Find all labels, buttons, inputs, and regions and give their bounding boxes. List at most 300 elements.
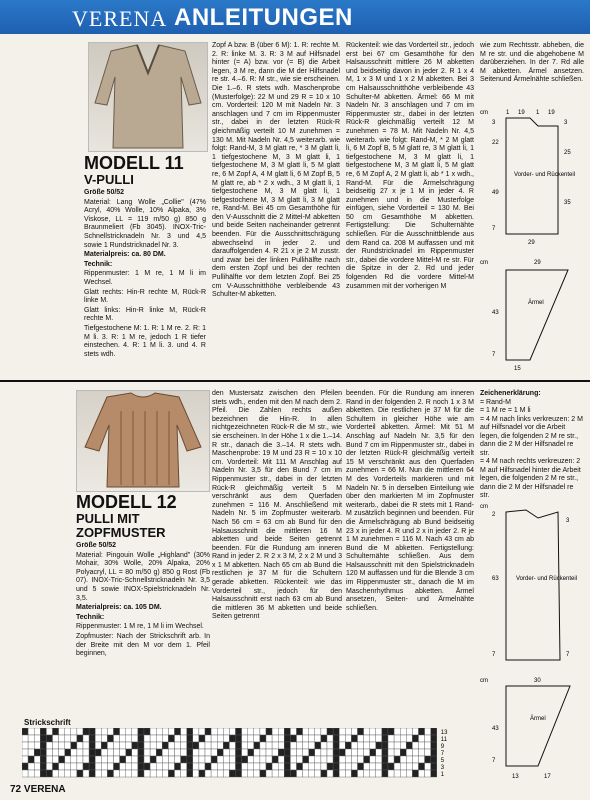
grid-cell	[138, 756, 144, 763]
grid-cell	[205, 770, 211, 777]
grid-cell	[242, 735, 248, 742]
grid-cell	[284, 763, 290, 770]
grid-cell	[425, 756, 431, 763]
grid-cell	[272, 756, 278, 763]
grid-cell	[22, 742, 28, 749]
s11-sleeve-left-0: 43	[492, 310, 499, 316]
grid-cell	[193, 763, 199, 770]
s11-sleeve-label: Ärmel	[528, 300, 544, 306]
grid-cell	[168, 763, 174, 770]
grid-cell	[266, 742, 272, 749]
grid-cell	[217, 763, 223, 770]
grid-cell	[309, 728, 315, 735]
grid-cell	[236, 749, 242, 756]
row-number: 1	[440, 772, 445, 778]
legend	[480, 390, 584, 501]
grid-cell	[260, 742, 266, 749]
s11-top-2: 1	[536, 110, 540, 116]
grid-cell	[260, 763, 266, 770]
grid-cell	[95, 735, 101, 742]
grid-cell	[419, 756, 425, 763]
page-footer	[10, 784, 66, 795]
grid-cell	[260, 770, 266, 777]
s11-right-2: 35	[564, 200, 571, 206]
grid-cell	[358, 742, 364, 749]
s12-cm: cm	[480, 504, 488, 510]
model11-technik: Technik:	[84, 260, 113, 268]
grid-cell	[266, 763, 272, 770]
grid-cell	[150, 770, 156, 777]
grid-cell	[126, 756, 132, 763]
model11-col3	[346, 42, 474, 292]
grid-cell	[181, 763, 187, 770]
grid-cell	[77, 749, 83, 756]
legend-title: Zeichenerklärung:	[480, 390, 541, 397]
grid-cell	[144, 728, 150, 735]
grid-cell	[345, 763, 351, 770]
model11-col2-text: Zopf A bzw. B (über 6 M): 1. R: rechte M. 2. R: linke M. 3. R: 3 M auf Hilfsnadel hinter (= A) bzw. vor (= B) die Arbeit legen, 3 M re, dann die M der Hilfsnadel re str. 4.–6. R: M str., wie sie erscheinen. Die 1.–6. R stets wdh. Maschenprobe (Musterfolge): 22 M und 29 R = 10 x 10 cm. Vorderteil: 120 M mit Nadeln Nr. 3 anschlagen und 7 cm im Rippenmuster str., dabei in der letzten Rück-R gleichmäßig verteilt 10 M zunehmen = 130 M. Mit Nadeln Nr. 4,5 weiterarb. wie folgt: Rand-M, 3 M glatt re, * 3 M glatt li, 1 tiefgestochene M, 3 M glatt li, 1 tiefgestochene M, 3 M glatt li, 5 M glatt re, 6 M Zopf A, 4 M glatt li, 6 M Zopf B, 5 M glatt re, ab * 2 x wdh., 3 M glatt li, 1 tiefgestochene M, 3 M glatt li, 1 tiefgestochene M, 3 M glatt li, 3 M glatt re, Rand-M. Bei 45 cm Gesamthöhe für den V-Ausschnitt die 2 Mittel-M abketten und beide Seiten nacheinander getrennt beenden. Für die Ausschnittschrägung abwechselnd in jeder 2. und darauffolgenden 4. R 21 x je 2 M zusstr. und zwar bei der linken Pullihälfte nach dem ersten Zopf und bei der rechten Pullihälfte vor dem letzten Zopf. Bei 25 cm V-Ausschnitthöhe verbleibende 43 Schulter-M abketten.	[212, 42, 340, 299]
grid-cell	[229, 770, 235, 777]
grid-cell	[333, 735, 339, 742]
grid-cell	[144, 742, 150, 749]
grid-cell	[83, 728, 89, 735]
grid-cell	[71, 749, 77, 756]
grid-cell	[199, 728, 205, 735]
grid-cell	[22, 763, 28, 770]
grid-cell	[400, 763, 406, 770]
grid-cell	[431, 763, 437, 770]
grid-cell	[34, 742, 40, 749]
grid-cell	[40, 756, 46, 763]
grid-cell	[114, 756, 120, 763]
grid-cell	[138, 749, 144, 756]
grid-cell	[53, 749, 59, 756]
s12-sleeve-top: 30	[534, 678, 541, 684]
grid-cell	[351, 728, 357, 735]
grid-cell	[168, 728, 174, 735]
grid-cell	[321, 742, 327, 749]
grid-cell	[339, 742, 345, 749]
model12-col3-text: beenden. Für die Rundung am inneren Rand in der folgenden 2. R noch 1 x 3 M abketten. Die restlichen je 37 M für die Schultern in gleicher Höhe wie am Vorderteil abketten. Ärmel: Mit 51 M Anschlag auf Nadeln Nr. 3,5 für den Bund 7 cm im Rippenmuster str., dabei in der letzten Rück-R gleichmäßig verteilt 15 M verschränkt aus den Querfaden zunehmen = 66 M. Nun die mittleren 64 M des Vorderteils markieren und mit Nadeln Nr. 5 in derselben Einteilung wie über den markierten M im Zopfmuster weiterarb., dabei die R stets mit 1 Rand-M zusätzlich beginnen und beenden. Für die Ärmelschrägung ab Bund beidseitig 23 x in jeder 4. R und 2 x in jeder 2. R je 1 M zunehmen = 116 M. Nach 43 cm ab Bund die M abketten. Fertigstellung: Schulternähte schließen. Aus dem Halsausschnitt mit den Spielstricknadeln 120 M auffassen und für die Blende 3 cm im Rippenmuster str., danach die M im Maschenrhythmus abketten. Ärmel ansetzen, Seiten- und Ärmelnähte schließen.	[346, 390, 475, 612]
grid-cell	[28, 749, 34, 756]
grid-cell	[205, 742, 211, 749]
grid-cell	[205, 749, 211, 756]
grid-cell	[114, 728, 120, 735]
grid-cell	[345, 756, 351, 763]
grid-cell	[266, 756, 272, 763]
grid-cell	[126, 749, 132, 756]
s12-right-1: 7	[566, 652, 570, 658]
grid-cell	[156, 763, 162, 770]
model11-subtitle: V-PULLI	[84, 172, 134, 187]
grid-cell	[199, 756, 205, 763]
grid-cell	[358, 728, 364, 735]
row-number: 11	[440, 737, 448, 743]
grid-cell	[187, 735, 193, 742]
grid-cell	[388, 763, 394, 770]
grid-cell	[272, 728, 278, 735]
grid-cell	[193, 728, 199, 735]
grid-cell	[388, 742, 394, 749]
grid-cell	[114, 749, 120, 756]
grid-cell	[162, 735, 168, 742]
model12-zopf: Zopfmuster: Nach der Strickschrift arb. In der Breite mit den M vor dem 1. Pfeil beginnen,	[76, 632, 210, 658]
grid-cell	[425, 763, 431, 770]
grid-cell	[126, 770, 132, 777]
grid-cell	[168, 742, 174, 749]
model11-price: Materialpreis: ca. 80 DM.	[84, 251, 166, 259]
grid-cell	[388, 770, 394, 777]
grid-cell	[278, 763, 284, 770]
s11-sleeve-left-1: 7	[492, 352, 496, 358]
grid-cell	[156, 770, 162, 777]
grid-cell	[40, 749, 46, 756]
grid-cell	[144, 763, 150, 770]
grid-cell	[345, 749, 351, 756]
grid-cell	[358, 749, 364, 756]
grid-cell	[65, 728, 71, 735]
grid-cell	[321, 763, 327, 770]
grid-cell	[83, 770, 89, 777]
grid-cell	[315, 756, 321, 763]
grid-cell	[28, 728, 34, 735]
grid-cell	[290, 749, 296, 756]
s11-left-0: 3	[492, 120, 496, 126]
grid-cell	[181, 735, 187, 742]
grid-cell	[107, 749, 113, 756]
grid-cell	[181, 728, 187, 735]
grid-cell	[175, 763, 181, 770]
grid-cell	[229, 763, 235, 770]
grid-cell	[297, 728, 303, 735]
grid-cell	[370, 770, 376, 777]
grid-cell	[107, 728, 113, 735]
grid-cell	[370, 742, 376, 749]
grid-cell	[406, 763, 412, 770]
grid-cell	[156, 749, 162, 756]
grid-cell	[333, 756, 339, 763]
grid-cell	[400, 735, 406, 742]
grid-cell	[419, 749, 425, 756]
grid-cell	[156, 728, 162, 735]
grid-cell	[187, 742, 193, 749]
grid-cell	[333, 749, 339, 756]
grid-cell	[229, 742, 235, 749]
grid-cell	[339, 735, 345, 742]
grid-cell	[199, 742, 205, 749]
grid-cell	[394, 756, 400, 763]
grid-cell	[419, 735, 425, 742]
grid-cell	[187, 749, 193, 756]
grid-cell	[217, 742, 223, 749]
grid-cell	[132, 763, 138, 770]
grid-cell	[266, 770, 272, 777]
grid-cell	[187, 770, 193, 777]
grid-cell	[370, 756, 376, 763]
grid-cell	[120, 756, 126, 763]
grid-cell	[120, 763, 126, 770]
grid-cell	[138, 735, 144, 742]
grid-cell	[193, 742, 199, 749]
grid-cell	[211, 735, 217, 742]
grid-cell	[425, 749, 431, 756]
grid-cell	[406, 735, 412, 742]
grid-cell	[358, 763, 364, 770]
grid-cell	[28, 742, 34, 749]
cable-sweater-illustration	[77, 391, 209, 491]
grid-cell	[156, 735, 162, 742]
grid-cell	[236, 763, 242, 770]
grid-cell	[345, 728, 351, 735]
grid-cell	[406, 756, 412, 763]
grid-cell	[71, 735, 77, 742]
grid-cell	[260, 749, 266, 756]
grid-cell	[364, 749, 370, 756]
grid-cell	[309, 770, 315, 777]
grid-cell	[22, 735, 28, 742]
grid-cell	[223, 763, 229, 770]
grid-cell	[53, 756, 59, 763]
grid-cell	[40, 763, 46, 770]
grid-cell	[388, 735, 394, 742]
grid-cell	[431, 770, 437, 777]
grid-cell	[205, 735, 211, 742]
grid-cell	[101, 742, 107, 749]
grid-cell	[65, 763, 71, 770]
grid-cell	[150, 735, 156, 742]
schematic-model12	[478, 500, 588, 782]
grid-cell	[101, 735, 107, 742]
grid-cell	[388, 756, 394, 763]
model11-glatt-li: Glatt links: Hin-R linke M, Rück-R rechte M.	[84, 306, 206, 323]
grid-cell	[223, 735, 229, 742]
grid-cell	[284, 735, 290, 742]
grid-cell	[309, 735, 315, 742]
grid-cell	[364, 728, 370, 735]
grid-cell	[315, 728, 321, 735]
grid-cell	[394, 742, 400, 749]
grid-cell	[394, 770, 400, 777]
grid-cell	[254, 742, 260, 749]
grid-cell	[77, 735, 83, 742]
grid-cell	[351, 735, 357, 742]
grid-cell	[223, 742, 229, 749]
grid-cell	[370, 763, 376, 770]
grid-cell	[132, 735, 138, 742]
grid-cell	[132, 756, 138, 763]
grid-cell	[223, 756, 229, 763]
model11-rippen: Rippenmuster: 1 M re, 1 M li im Wechsel.	[84, 270, 206, 286]
grid-cell	[321, 756, 327, 763]
grid-cell	[278, 770, 284, 777]
grid-cell	[181, 756, 187, 763]
grid-cell	[22, 728, 28, 735]
grid-cell	[303, 770, 309, 777]
grid-cell	[59, 749, 65, 756]
grid-cell	[193, 770, 199, 777]
grid-cell	[309, 756, 315, 763]
grid-cell	[22, 749, 28, 756]
model12-subtitle-2: ZOPFMUSTER	[76, 525, 166, 540]
grid-cell	[46, 749, 52, 756]
model12-size: Größe 50/52	[76, 542, 117, 549]
grid-cell	[217, 728, 223, 735]
row-number: 9	[440, 744, 445, 750]
grid-cell	[388, 728, 394, 735]
grid-cell	[351, 749, 357, 756]
grid-cell	[351, 770, 357, 777]
s12-sleeve-left-0: 43	[492, 726, 499, 732]
grid-cell	[107, 770, 113, 777]
grid-cell	[236, 742, 242, 749]
grid-cell	[53, 770, 59, 777]
grid-cell	[95, 756, 101, 763]
s12-left-1: 63	[492, 576, 499, 582]
model12-subtitle-1: PULLI MIT	[76, 511, 140, 526]
grid-cell	[46, 735, 52, 742]
grid-cell	[28, 763, 34, 770]
grid-cell	[223, 728, 229, 735]
grid-cell	[229, 728, 235, 735]
grid-cell	[40, 735, 46, 742]
legend-item-0: = Rand-M	[480, 398, 511, 406]
s12-sleeve-cm: cm	[480, 678, 488, 684]
grid-cell	[59, 728, 65, 735]
grid-cell	[181, 742, 187, 749]
grid-cell	[290, 770, 296, 777]
s12-sleeve-bottom-1: 17	[544, 774, 551, 780]
grid-cell	[254, 763, 260, 770]
grid-cell	[144, 749, 150, 756]
grid-cell	[181, 770, 187, 777]
grid-cell	[95, 742, 101, 749]
page-number: 72	[10, 784, 22, 795]
grid-cell	[83, 763, 89, 770]
brand-name: VERENA	[72, 6, 168, 31]
grid-cell	[431, 735, 437, 742]
grid-cell	[53, 763, 59, 770]
grid-cell	[77, 756, 83, 763]
grid-cell	[272, 742, 278, 749]
grid-cell	[156, 742, 162, 749]
grid-cell	[376, 763, 382, 770]
grid-cell	[211, 763, 217, 770]
grid-cell	[327, 735, 333, 742]
grid-cell	[412, 735, 418, 742]
grid-cell	[65, 770, 71, 777]
grid-cell	[290, 728, 296, 735]
grid-cell	[278, 735, 284, 742]
grid-cell	[266, 735, 272, 742]
model12-title: MODELL 12	[76, 492, 177, 512]
grid-cell	[303, 742, 309, 749]
grid-cell	[193, 735, 199, 742]
grid-cell	[120, 728, 126, 735]
grid-cell	[376, 770, 382, 777]
grid-cell	[364, 742, 370, 749]
grid-cell	[34, 756, 40, 763]
schematic-model11	[478, 104, 588, 374]
grid-cell	[406, 728, 412, 735]
grid-cell	[248, 770, 254, 777]
s11-left-3: 7	[492, 226, 496, 232]
grid-cell	[266, 728, 272, 735]
grid-cell	[339, 756, 345, 763]
section-divider	[0, 380, 590, 382]
grid-cell	[303, 728, 309, 735]
grid-cell	[101, 763, 107, 770]
grid-cell	[211, 749, 217, 756]
grid-cell	[150, 749, 156, 756]
grid-cell	[34, 770, 40, 777]
grid-cell	[65, 735, 71, 742]
grid-cell	[284, 749, 290, 756]
grid-cell	[126, 763, 132, 770]
grid-cell	[412, 749, 418, 756]
grid-cell	[382, 756, 388, 763]
grid-cell	[59, 735, 65, 742]
grid-cell	[315, 735, 321, 742]
grid-cell	[419, 742, 425, 749]
grid-cell	[187, 728, 193, 735]
grid-cell	[370, 728, 376, 735]
grid-cell	[59, 763, 65, 770]
grid-cell	[370, 749, 376, 756]
grid-cell	[89, 742, 95, 749]
grid-cell	[260, 735, 266, 742]
grid-cell	[138, 742, 144, 749]
grid-cell	[242, 763, 248, 770]
grid-cell	[309, 749, 315, 756]
grid-cell	[205, 728, 211, 735]
grid-cell	[46, 728, 52, 735]
grid-cell	[40, 770, 46, 777]
grid-cell	[59, 756, 65, 763]
grid-cell	[28, 770, 34, 777]
grid-cell	[175, 756, 181, 763]
grid-cell	[95, 763, 101, 770]
grid-cell	[95, 749, 101, 756]
grid-cell	[53, 742, 59, 749]
grid-cell	[248, 742, 254, 749]
grid-cell	[34, 763, 40, 770]
model12-photo	[76, 390, 210, 492]
row-number: 13	[440, 730, 448, 736]
model11-tiefge: Tiefgestochene M: 1. R: 1 M re. 2. R: 1 M li. 3. R: 1 M re, jedoch 1 R tiefer einstechen. 4. R: 1 M li. 3. und 4. R stets wdh.	[84, 324, 206, 358]
grid-cell	[242, 728, 248, 735]
grid-cell	[339, 728, 345, 735]
grid-cell	[406, 742, 412, 749]
model11-title: MODELL 11	[84, 153, 184, 173]
grid-cell	[272, 770, 278, 777]
grid-cell	[327, 742, 333, 749]
grid-cell	[297, 770, 303, 777]
s11-sleeve-cm: cm	[480, 260, 488, 266]
grid-cell	[95, 728, 101, 735]
grid-cell	[175, 770, 181, 777]
grid-cell	[59, 742, 65, 749]
grid-cell	[107, 763, 113, 770]
grid-cell	[83, 756, 89, 763]
grid-cell	[223, 770, 229, 777]
grid-cell	[406, 770, 412, 777]
grid-cell	[132, 770, 138, 777]
grid-cell	[278, 728, 284, 735]
s11-top-0: 1	[506, 110, 510, 116]
grid-cell	[412, 742, 418, 749]
grid-cell	[425, 728, 431, 735]
grid-cell	[89, 735, 95, 742]
